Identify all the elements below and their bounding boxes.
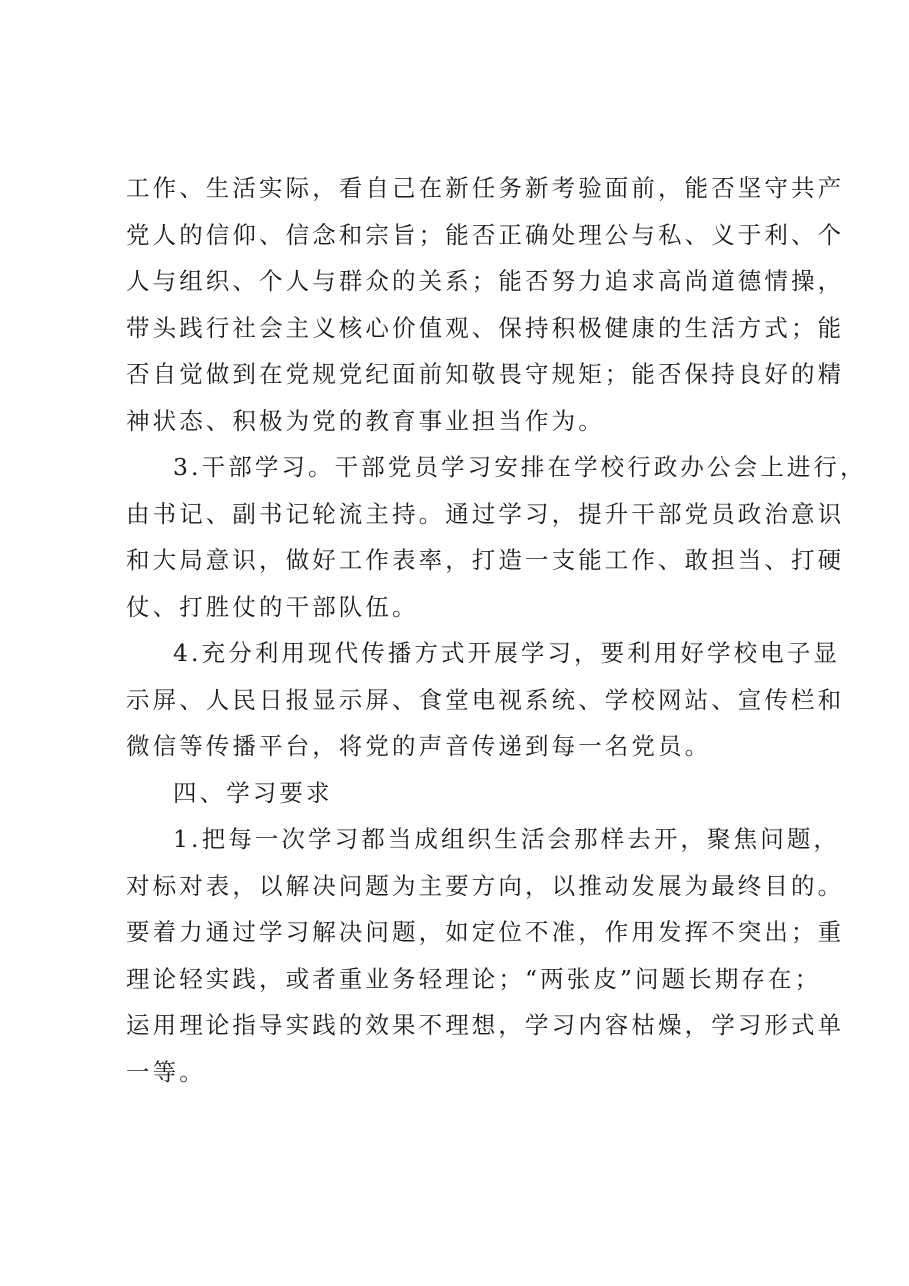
text-line: 运用理论指导实践的效果不理想，学习内容枯燥，学习形式单 [126, 1011, 845, 1039]
paragraph-start-line: 1.把每一次学习都当成组织生活会那样去开，聚焦问题， [173, 825, 841, 853]
text-line: 一等。 [126, 1057, 206, 1086]
text-line: 理论轻实践，或者重业务轻理论；“两张皮”问题长期存在； [126, 964, 822, 993]
text-line: 微信等传播平台，将党的声音传递到每一名党员。 [126, 732, 712, 760]
text-line: 工作、生活实际，看自己在新任务新考验面前，能否坚守共产 [126, 174, 845, 202]
paragraph-start-line: 4.充分利用现代传播方式开展学习，要利用好学校电子显 [173, 639, 841, 667]
text-line: 由书记、副书记轮流主持。通过学习，提升干部党员政治意识 [126, 499, 845, 528]
text-line: 党人的信仰、信念和宗旨；能否正确处理公与私、义于利、个 [126, 220, 845, 249]
section-heading: 四、学习要求 [173, 778, 333, 807]
text-line: 和大局意识，做好工作表率，打造一支能工作、敢担当、打硬 [126, 546, 845, 574]
text-line: 仗、打胜仗的干部队伍。 [126, 592, 419, 621]
text-line: 示屏、人民日报显示屏、食堂电视系统、学校网站、宣传栏和 [126, 685, 845, 714]
text-line: 带头践行社会主义核心价值观、保持积极健康的生活方式；能 [126, 313, 845, 342]
paragraph-start-line: 3.干部学习。干部党员学习安排在学校行政办公会上进行， [173, 453, 867, 481]
text-line: 对标对表，以解决问题为主要方向，以推动发展为最终目的。 [126, 871, 845, 900]
text-line: 神状态、积极为党的教育事业担当作为。 [126, 406, 605, 435]
text-line: 人与组织、个人与群众的关系；能否努力追求高尚道德情操， [126, 267, 845, 295]
document-body [126, 165, 867, 1095]
text-line: 否自觉做到在党规党纪面前知敬畏守规矩；能否保持良好的精 [126, 360, 845, 388]
text-line: 要着力通过学习解决问题，如定位不准，作用发挥不突出；重 [126, 918, 845, 946]
